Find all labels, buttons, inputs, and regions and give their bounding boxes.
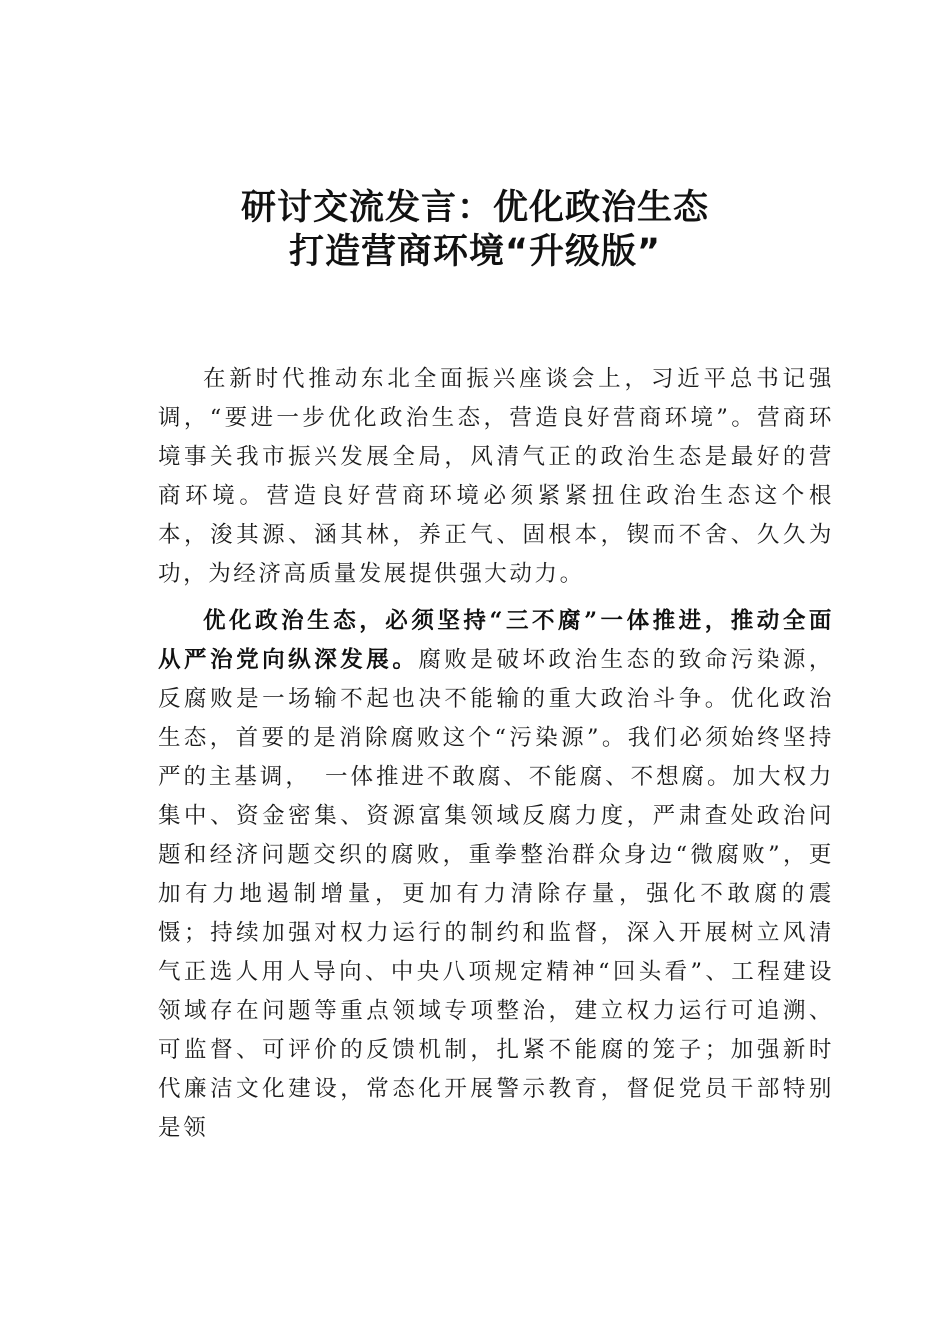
paragraph-lead: 优化政治生态，必须坚持“三不腐”一体推进，推动全面从严治党向纵深发展。 bbox=[158, 608, 834, 673]
paragraph-text: 腐败是破坏政治生态的致命污染源，反腐败是一场输不起也决不能输的重大政治斗争。优化政治生态，首要的是消除腐败这个“污染源”。我们必须始终坚持严的主基调， 一体推进不敢腐、不能腐、不想腐。加大权力集中、资金密集、资源富集领域反腐力度，严肃查处政治问题和经济问题交织的腐败，重拳整治群众身边“微腐败”，更加有力地遏制增量，更加有力清除存量，强化不敢腐的震慑；持续加强对权力运行的制约和监督，深入开展树立风清气正选人用人导向、中央八项规定精神“回头看”、工程建设领域存在问题等重点领域专项整治，建立权力运行可追溯、可监督、可评价的反馈机制，扎紧不能腐的笼子；加强新时代廉洁文化建设，常态化开展警示教育，督促党员干部特别是领 bbox=[158, 647, 834, 1141]
document-title bbox=[0, 186, 950, 274]
document-body bbox=[158, 360, 834, 1156]
paragraph-1 bbox=[158, 360, 834, 594]
paragraph-2 bbox=[158, 602, 834, 1148]
title-line-1: 研讨交流发言：优化政治生态 bbox=[240, 188, 709, 228]
paragraph-text: 在新时代推动东北全面振兴座谈会上，习近平总书记强调，“要进一步优化政治生态，营造良好营商环境”。营商环境事关我市振兴发展全局，风清气正的政治生态是最好的营商环境。营造良好营商环境必须紧紧扭住政治生态这个根本，浚其源、涵其林，养正气、固根本，锲而不舍、久久为功，为经济高质量发展提供强大动力。 bbox=[158, 366, 834, 587]
title-line-2: 打造营商环境“升级版” bbox=[288, 232, 661, 272]
